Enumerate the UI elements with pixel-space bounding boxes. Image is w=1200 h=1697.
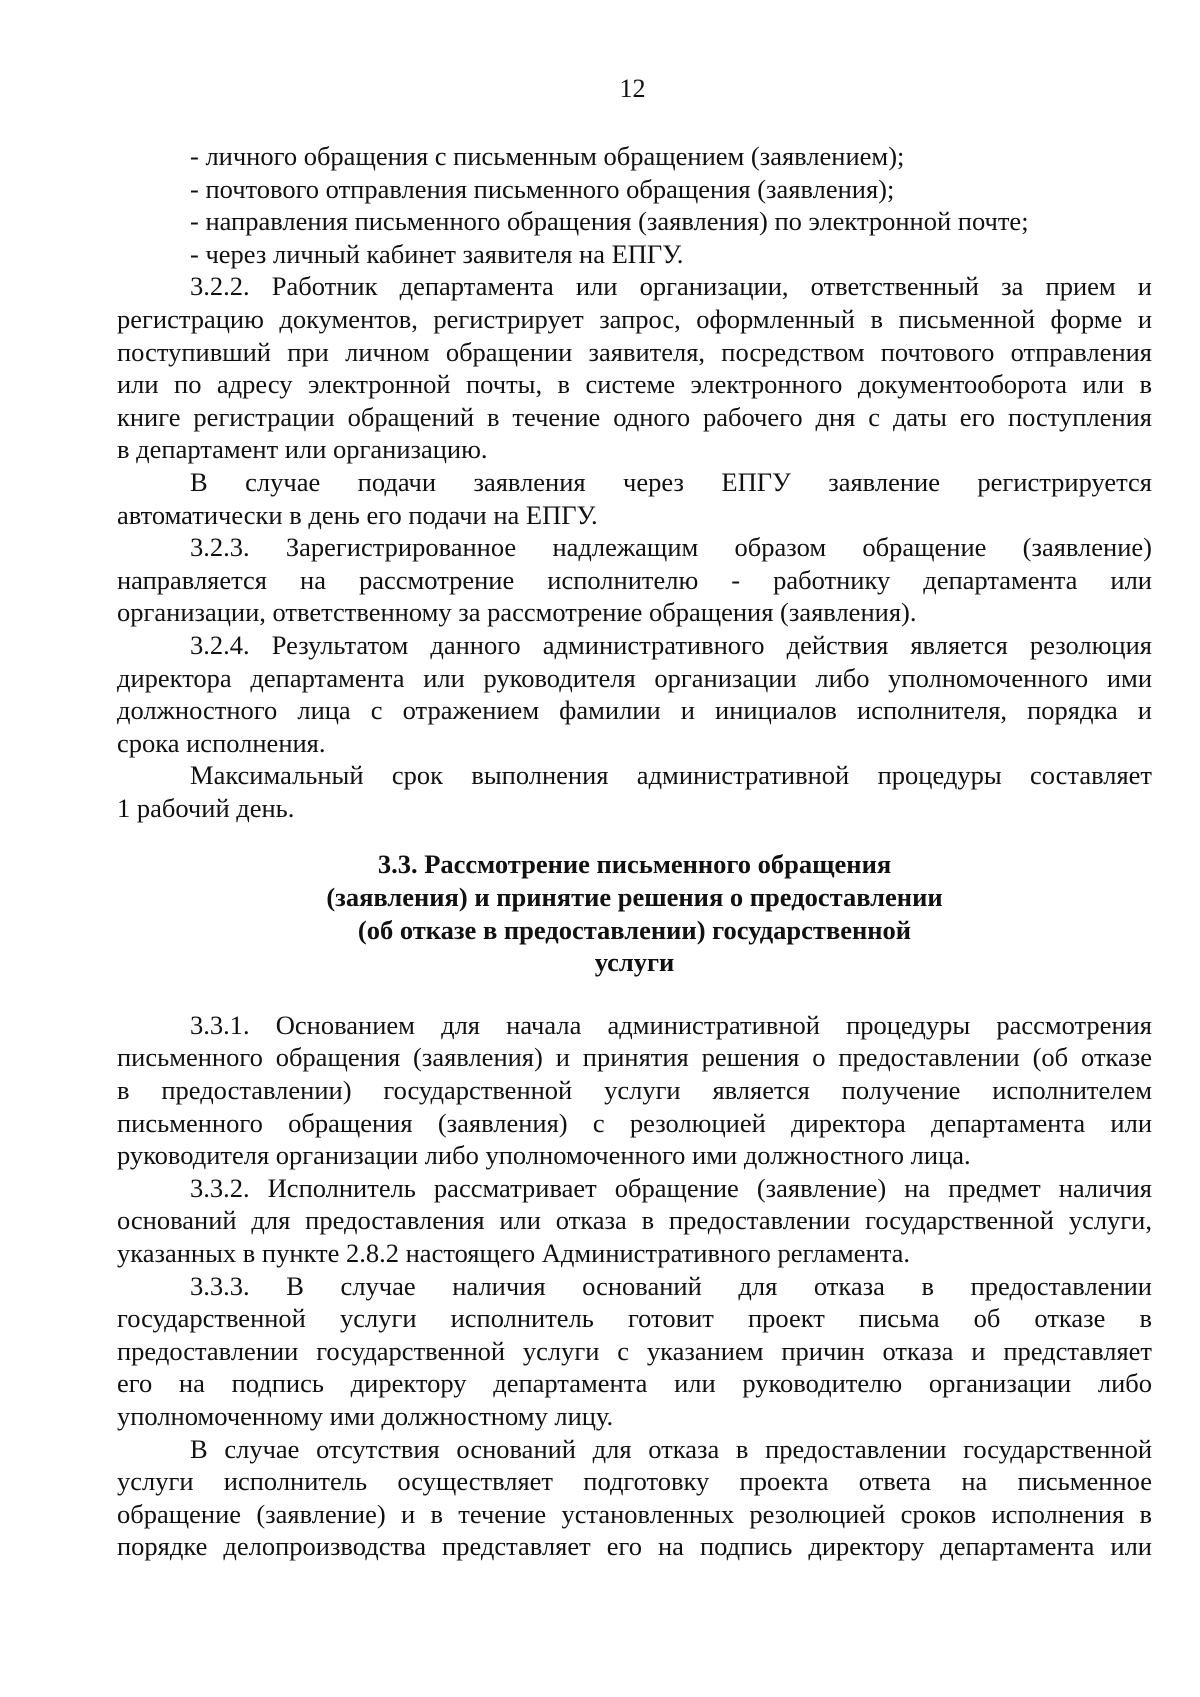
text-line: В случае подачи заявления через ЕПГУ заявление регистрируется: [190, 466, 1152, 497]
text-line: 3.2.4. Результатом данного административного действия является резолюция: [190, 629, 1152, 660]
text-line: в предоставлении) государственной услуги является получение исполнителем: [117, 1075, 1152, 1106]
text-line: или по адресу электронной почты, в системе электронного документооборота или в: [117, 369, 1152, 400]
text-line: руководителя организации либо уполномоченного ими должностного лица.: [117, 1140, 971, 1171]
text-line: уполномоченному ими должностному лицу.: [117, 1400, 614, 1431]
text-line: поступивший при личном обращении заявителя, посредством почтового отправления: [117, 336, 1152, 367]
text-line: директора департамента или руководителя организации либо уполномоченного ими: [117, 662, 1152, 693]
text-line: Максимальный срок выполнения административной процедуры составляет: [190, 760, 1152, 791]
text-line: его на подпись директору департамента или руководителю организации либо: [117, 1368, 1152, 1399]
text-line: - личного обращения с письменным обращением (заявлением);: [190, 141, 905, 171]
text-line: государственной услуги исполнитель готовит проект письма об отказе в: [117, 1303, 1152, 1334]
text-line: 3.3.1. Основанием для начала административной процедуры рассмотрения: [190, 1009, 1152, 1040]
text-line: срока исполнения.: [117, 727, 326, 758]
text-line: 3.2.2. Работник департамента или организации, ответственный за прием и: [190, 271, 1152, 302]
text-line: письменного обращения (заявления) и принятия решения о предоставлении (об отказе: [117, 1042, 1152, 1073]
text-line: регистрацию документов, регистрирует запрос, оформленный в письменной форме и: [117, 303, 1152, 334]
page-number: 12: [619, 74, 646, 103]
text-line: организации, ответственному за рассмотрение обращения (заявления).: [117, 597, 917, 628]
text-line: в департамент или организацию.: [117, 434, 488, 465]
text-line: 1 рабочий день.: [117, 792, 295, 823]
heading-line: (заявления) и принятие решения о предоставлении: [326, 882, 943, 913]
text-line: автоматически в день его подачи на ЕПГУ.: [117, 499, 598, 530]
section-3-3-text: [117, 1009, 1152, 1563]
text-line: оснований для предоставления или отказа в предоставлении государственной услуги,: [117, 1205, 1152, 1236]
section-3-2-text: [117, 140, 1152, 824]
text-line: В случае отсутствия оснований для отказа в предоставлении государственной: [190, 1433, 1152, 1464]
text-line: 3.2.3. Зарегистрированное надлежащим образом обращение (заявление): [190, 532, 1152, 563]
text-line: должностного лица с отражением фамилии и инициалов исполнителя, порядка и: [117, 695, 1152, 726]
text-line: письменного обращения (заявления) с резолюцией директора департамента или: [117, 1107, 1152, 1138]
text-line: - направления письменного обращения (заявления) по электронной почте;: [190, 206, 1029, 237]
text-line: - через личный кабинет заявителя на ЕПГУ.: [190, 238, 684, 269]
text-line: порядке делопроизводства представляет его на подпись директору департамента или: [117, 1531, 1152, 1562]
text-line: 3.3.3. В случае наличия оснований для отказа в предоставлении: [190, 1270, 1152, 1301]
text-line: услуги исполнитель осуществляет подготовку проекта ответа на письменное: [117, 1466, 1152, 1497]
text-line: предоставлении государственной услуги с указанием причин отказа и представляет: [117, 1335, 1152, 1366]
heading-line: услуги: [594, 947, 675, 978]
section-heading-3-3: [117, 848, 1152, 978]
text-line: указанных в пункте 2.8.2 настоящего Административного регламента.: [117, 1238, 910, 1268]
text-line: 3.3.2. Исполнитель рассматривает обращение (заявление) на предмет наличия: [190, 1172, 1152, 1203]
heading-line: (об отказе в предоставлении) государственной: [357, 914, 912, 945]
text-line: направляется на рассмотрение исполнителю - работнику департамента или: [117, 564, 1152, 595]
heading-line: 3.3. Рассмотрение письменного обращения: [377, 849, 892, 880]
text-line: книге регистрации обращений в течение одного рабочего дня с даты его поступления: [117, 401, 1152, 432]
document-body: [117, 140, 1152, 1563]
text-line: - почтового отправления письменного обращения (заявления);: [190, 173, 895, 204]
text-line: обращение (заявление) и в течение установленных резолюцией сроков исполнения в: [117, 1498, 1152, 1529]
